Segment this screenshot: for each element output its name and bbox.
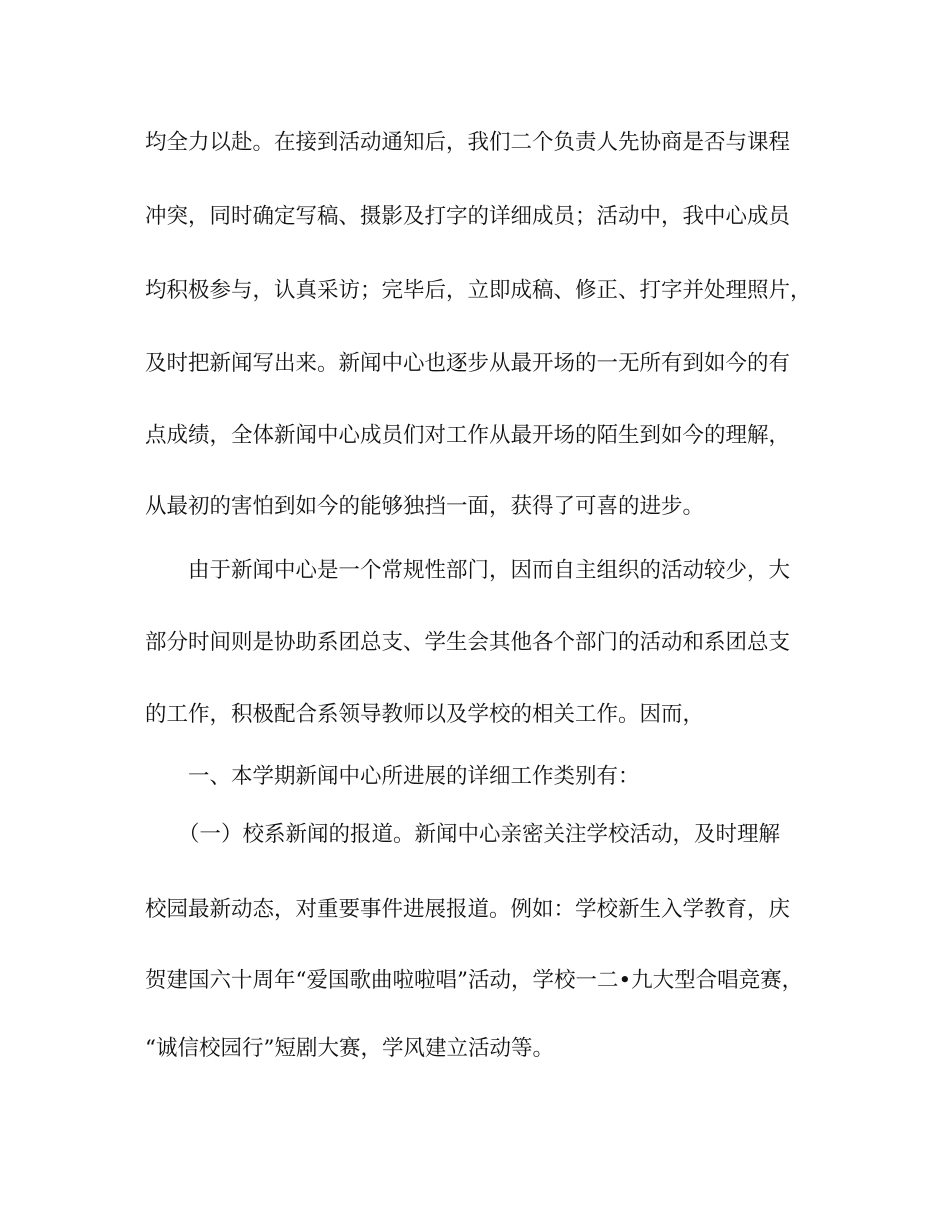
- subsection-heading: （一）校系新闻的报道。新闻中心亲密关注学校活动，及时理解: [178, 822, 781, 847]
- paragraph-line: 贺建国六十周年“爱国歌曲啦啦唱”活动，学校一二•九大型合唱竞赛，: [145, 968, 804, 993]
- paragraph-line: 均全力以赴。在接到活动通知后，我们二个负责人先协商是否与课程: [145, 130, 791, 155]
- paragraph-line: 及时把新闻写出来。新闻中心也逐步从最开场的一无所有到如今的有: [145, 351, 791, 376]
- paragraph-line: 由于新闻中心是一个常规性部门，因而自主组织的活动较少，大: [188, 558, 791, 583]
- paragraph-line: 点成绩，全体新闻中心成员们对工作从最开场的陌生到如今的理解，: [145, 423, 791, 448]
- paragraph-line: 均积极参与，认真采访；完毕后，立即成稿、修正、打字并处理照片，: [145, 278, 812, 303]
- paragraph-line: 部分时间则是协助系团总支、学生会其他各个部门的活动和系团总支: [145, 630, 791, 655]
- paragraph-line: 冲突，同时确定写稿、摄影及打字的详细成员；活动中，我中心成员: [145, 204, 791, 229]
- paragraph-line: 校园最新动态，对重要事件进展报道。例如：学校新生入学教育，庆: [145, 897, 791, 922]
- paragraph-line: 从最初的害怕到如今的能够独挡一面，获得了可喜的进步。: [145, 494, 705, 519]
- paragraph-line: “诚信校园行”短剧大赛，学风建立活动等。: [145, 1036, 554, 1061]
- section-heading: 一、本学期新闻中心所进展的详细工作类别有：: [188, 764, 640, 789]
- paragraph-line: 的工作，积极配合系领导教师以及学校的相关工作。因而，: [145, 702, 705, 727]
